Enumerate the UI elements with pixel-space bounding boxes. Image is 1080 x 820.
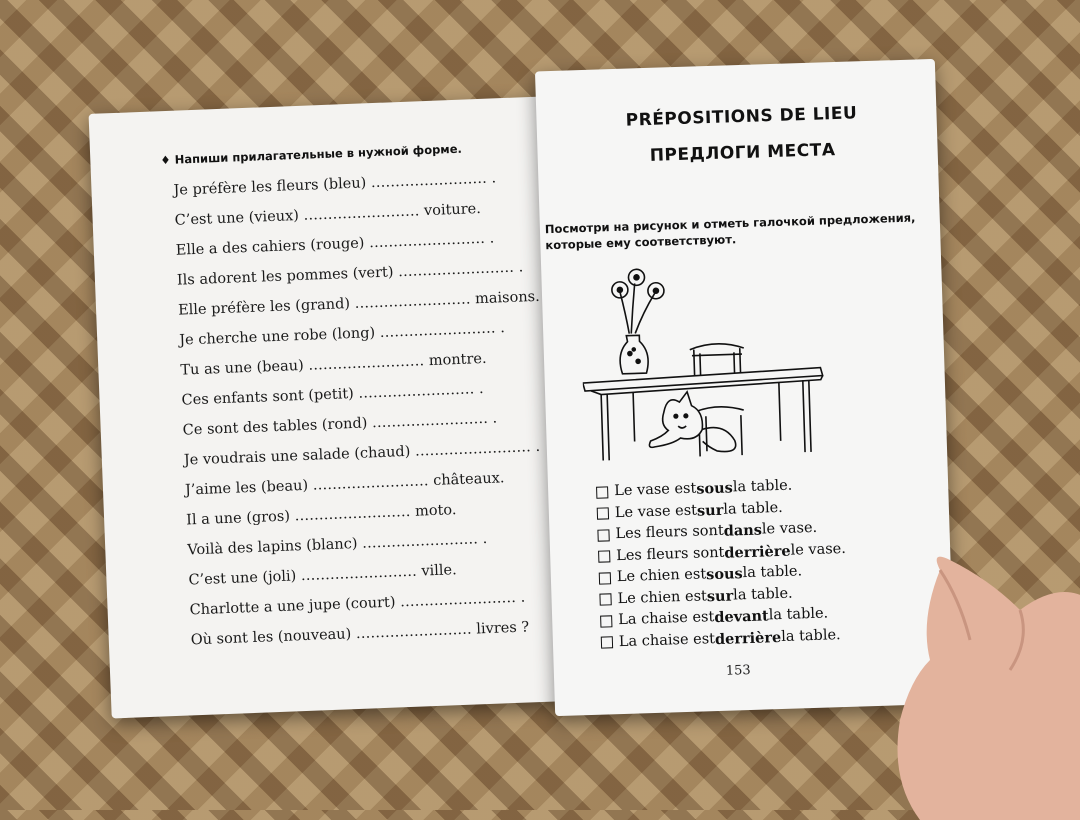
statement-item[interactable]: Le vase est sous la table. <box>596 474 844 503</box>
exercise-line: Tu as une (beau) …………………… montre. <box>180 350 487 379</box>
statement-item[interactable]: Le chien est sous la table. <box>599 560 847 589</box>
checkbox[interactable] <box>597 529 609 541</box>
flowers-icon <box>611 269 665 335</box>
checkbox[interactable] <box>601 637 613 649</box>
exercise-line: Ce sont des tables (rond) …………………… . <box>182 410 498 439</box>
chair-icon <box>690 343 747 457</box>
statement-item[interactable]: Les fleurs sont dans le vase. <box>597 517 845 546</box>
exercise-line: Ils adorent les pommes (vert) …………………… . <box>176 259 524 289</box>
right-instruction: Посмотри на рисунок и отметь галочкой предложения, которые ему соответствуют. <box>544 210 916 253</box>
page-number: 153 <box>725 662 751 679</box>
exercise-line: J’aime les (beau) …………………… châteaux. <box>184 470 505 499</box>
exercise-line: Charlotte a une jupe (court) …………………… . <box>189 589 526 619</box>
left-instruction: ♦ Напиши прилагательные в нужной форме. <box>160 141 463 168</box>
title-french: PRÉPOSITIONS DE LIEU <box>625 103 858 131</box>
hand-image <box>880 540 1080 820</box>
exercise-line: Il a une (gros) …………………… moto. <box>185 502 457 529</box>
statement-item[interactable]: La chaise est derrière la table. <box>601 624 849 653</box>
exercise-line: Ces enfants sont (petit) …………………… . <box>181 381 484 409</box>
exercise-line: Je cherche une robe (long) …………………… . <box>179 320 506 349</box>
exercise-line: Elle préfère les (grand) …………………… maisons. <box>177 288 541 319</box>
exercise-line: Voilà des lapins (blanc) …………………… . <box>187 530 488 559</box>
exercise-line: C’est une (joli) …………………… ville. <box>188 562 458 589</box>
checkbox[interactable] <box>600 615 612 627</box>
exercise-line: Je préfère les fleurs (bleu) …………………… . <box>173 170 497 199</box>
checkbox[interactable] <box>597 508 609 520</box>
table-icon <box>583 368 826 461</box>
title-russian: ПРЕДЛОГИ МЕСТА <box>649 140 836 166</box>
dog-icon <box>648 390 736 454</box>
statement-item[interactable]: Le chien est sur la table. <box>599 581 847 610</box>
left-page <box>89 96 567 718</box>
statement-item[interactable]: Les fleurs sont derrière le vase. <box>598 538 846 567</box>
exercise-line: Où sont les (nouveau) …………………… livres ? <box>190 619 530 649</box>
exercise-line: C’est une (vieux) …………………… voiture. <box>174 200 482 229</box>
statement-item[interactable]: La chaise est devant la table. <box>600 603 848 632</box>
exercise-line: Elle a des cahiers (rouge) …………………… . <box>175 230 495 259</box>
vase-icon <box>619 335 648 374</box>
checkbox[interactable] <box>596 486 608 498</box>
checkbox[interactable] <box>599 594 611 606</box>
checkbox[interactable] <box>598 551 610 563</box>
exercise-line: Je voudrais une salade (chaud) …………………… . <box>183 438 541 469</box>
table-scene-illustration <box>579 247 835 465</box>
statement-item[interactable]: Le vase est sur la table. <box>597 495 845 524</box>
checkbox[interactable] <box>599 572 611 584</box>
statement-checklist <box>596 474 849 654</box>
